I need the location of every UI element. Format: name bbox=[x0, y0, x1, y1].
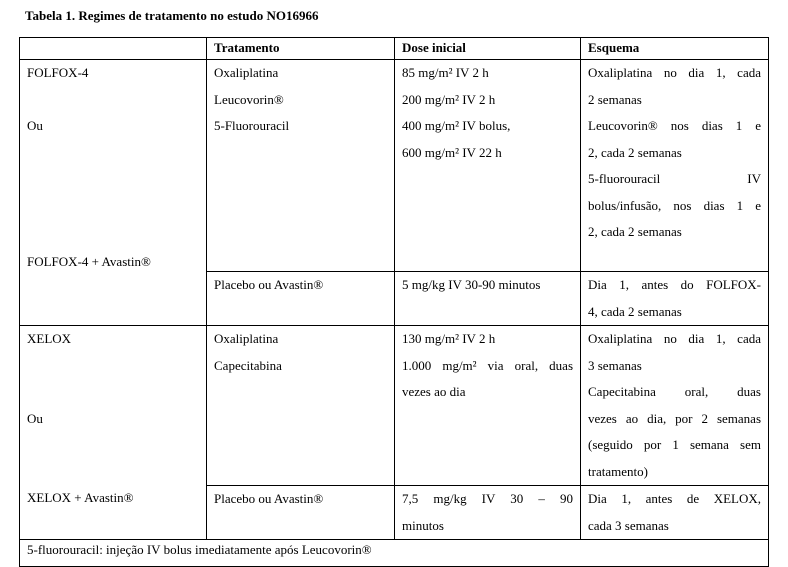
esquema-line: 4, cada 2 semanas bbox=[588, 303, 682, 319]
tratamento-item: Oxaliplatina bbox=[214, 65, 279, 80]
dose-item: 200 mg/m² IV 2 h bbox=[402, 91, 496, 107]
header-row bbox=[20, 38, 769, 60]
dose-item: 130 mg/m² IV 2 h bbox=[402, 331, 496, 346]
dose-item: 7,5 mg/kg IV 30 – 90 bbox=[402, 491, 573, 506]
footnote-row bbox=[20, 540, 769, 567]
tratamento-item: Oxaliplatina bbox=[214, 331, 279, 346]
esquema-line: 2, cada 2 semanas bbox=[588, 144, 682, 160]
esquema-line: bolus/infusão, nos dias 1 e bbox=[588, 197, 761, 213]
dose-cell bbox=[395, 60, 581, 272]
placebo-dose-cell bbox=[395, 272, 581, 326]
esquema-line: Capecitabina oral, duas bbox=[588, 384, 761, 399]
esquema-cell bbox=[581, 60, 769, 272]
esquema-line: 3 semanas bbox=[588, 357, 642, 373]
dose-item: 600 mg/m² IV 22 h bbox=[402, 144, 502, 160]
regime-name: XELOX + Avastin® bbox=[27, 490, 134, 505]
dose-item: vezes ao dia bbox=[402, 384, 466, 399]
esquema-line: 5-fluorouracil IV bbox=[588, 171, 761, 186]
header-dose: Dose inicial bbox=[395, 38, 581, 60]
dose-cell bbox=[395, 326, 581, 486]
table-row bbox=[20, 60, 769, 272]
table-row bbox=[20, 326, 769, 486]
placebo-tratamento-cell bbox=[207, 272, 395, 326]
tratamento-item: Placebo ou Avastin® bbox=[214, 491, 324, 506]
regime-name: XELOX bbox=[27, 331, 72, 346]
regime-cell-xelox bbox=[20, 326, 207, 540]
treatment-table bbox=[19, 37, 769, 567]
table-caption: Tabela 1. Regimes de tratamento no estudo NO16966 bbox=[25, 8, 319, 23]
header-tratamento: Tratamento bbox=[207, 38, 395, 60]
dose-item: 5 mg/kg IV 30-90 minutos bbox=[402, 277, 541, 292]
tratamento-item: Placebo ou Avastin® bbox=[214, 277, 324, 292]
esquema-cell bbox=[581, 326, 769, 486]
esquema-line: Oxaliplatina no dia 1, cada bbox=[588, 331, 761, 346]
placebo-esquema-cell bbox=[581, 272, 769, 326]
regime-name: FOLFOX-4 bbox=[27, 65, 89, 80]
esquema-line: cada 3 semanas bbox=[588, 517, 669, 533]
esquema-line: 2, cada 2 semanas bbox=[588, 224, 682, 239]
regime-name: FOLFOX-4 + Avastin® bbox=[27, 253, 151, 269]
tratamento-item: Leucovorin® bbox=[214, 91, 284, 107]
esquema-line: 2 semanas bbox=[588, 91, 642, 107]
dose-item: 400 mg/m² IV bolus, bbox=[402, 118, 511, 133]
esquema-line: Leucovorin® nos dias 1 e bbox=[588, 118, 761, 133]
tratamento-cell bbox=[207, 60, 395, 272]
header-esquema: Esquema bbox=[581, 38, 769, 60]
tratamento-item: 5-Fluorouracil bbox=[214, 118, 290, 133]
footnote: 5-fluorouracil: injeção IV bolus imediatamente após Leucovorin® bbox=[20, 540, 769, 567]
esquema-line: Dia 1, antes do FOLFOX- bbox=[588, 277, 761, 292]
esquema-line: Oxaliplatina no dia 1, cada bbox=[588, 65, 761, 80]
tratamento-item: Capecitabina bbox=[214, 357, 282, 373]
esquema-line: tratamento) bbox=[588, 463, 648, 479]
regime-or: Ou bbox=[27, 410, 43, 426]
dose-item: 1.000 mg/m² via oral, duas bbox=[402, 357, 573, 373]
regime-cell-folfox bbox=[20, 60, 207, 326]
placebo-dose-cell bbox=[395, 486, 581, 540]
esquema-line: (seguido por 1 semana sem bbox=[588, 437, 761, 452]
tratamento-cell bbox=[207, 326, 395, 486]
regime-or: Ou bbox=[27, 118, 43, 133]
dose-item: 85 mg/m² IV 2 h bbox=[402, 65, 489, 80]
header-regime bbox=[20, 38, 207, 60]
dose-item: minutos bbox=[402, 517, 444, 533]
placebo-esquema-cell bbox=[581, 486, 769, 540]
esquema-line: Dia 1, antes de XELOX, bbox=[588, 491, 761, 506]
placebo-tratamento-cell bbox=[207, 486, 395, 540]
esquema-line: vezes ao dia, por 2 semanas bbox=[588, 410, 761, 426]
